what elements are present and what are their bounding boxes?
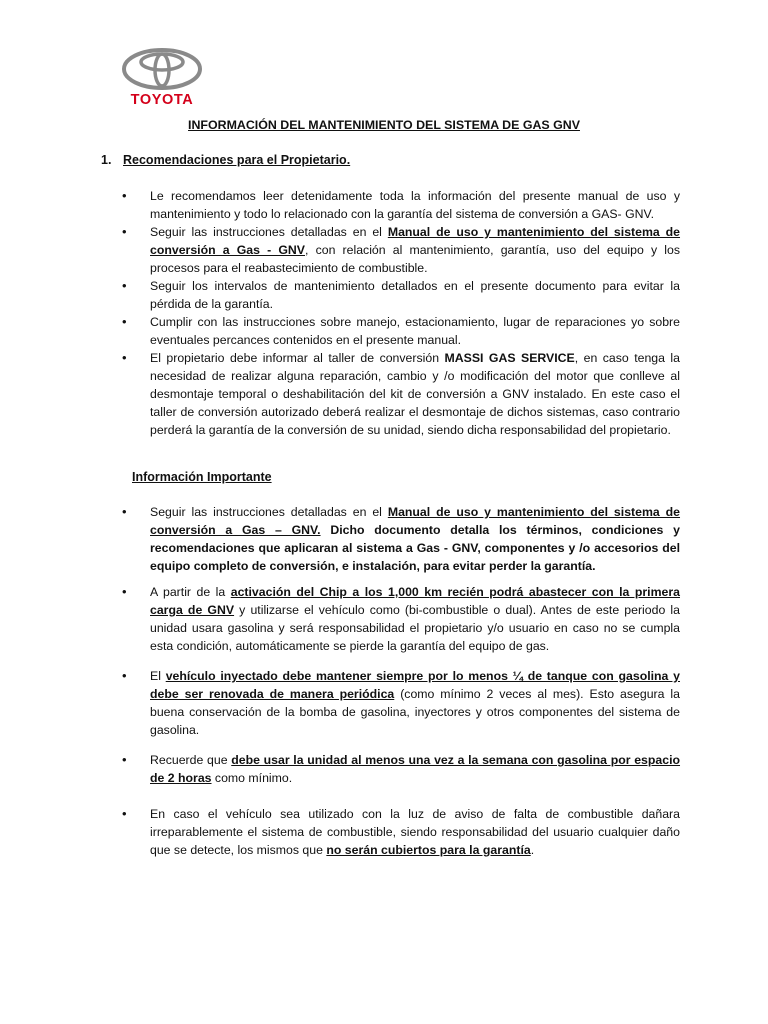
- bullet-item: [150, 277, 680, 313]
- text-run: Seguir las instrucciones detalladas en el: [150, 225, 388, 239]
- bullet-item: [150, 187, 680, 223]
- text-run: .: [530, 843, 535, 857]
- text-run: , en caso tenga la necesidad de realizar alguna reparación, cambio y /o modificación del motor que conlleve al desmontaje temporal o deshabilitación del kit de conversión a GNV instalado. En este caso el taller de conversión autorizado deberá realizar el desmontaje de dichos sistemas, caso contrario perderá la garantía de la conversión de su unidad, siendo dicha responsabilidad del propietario.: [150, 351, 680, 437]
- bullet-item: [150, 667, 680, 739]
- text-run: (como mínimo 2 veces al mes). Esto asegura la buena conservación de la bomba de gasolina, inyectores y otros componentes del sistema de gasolina.: [150, 687, 680, 737]
- bullet-item: [150, 223, 680, 277]
- bullet-item: [150, 313, 680, 349]
- underlined-emphasis: activación del Chip a los 1,000 km recién podrá abastecer con la primera carga de GNV: [150, 585, 680, 617]
- text-run: Recuerde que: [150, 753, 232, 767]
- text-run: Seguir las instrucciones detalladas en el: [150, 505, 388, 519]
- brand-wordmark: TOYOTA: [130, 92, 194, 108]
- section-heading: [101, 153, 350, 167]
- underlined-emphasis: Manual de uso y mantenimiento del sistema de conversión a Gas – GNV.: [150, 505, 681, 537]
- text-run: y utilizarse el vehículo como (bi-combustible o dual). Antes de este periodo la unidad usara gasolina y será responsabilidad el propietario y/o usuario en caso no se cumpla esta condición, automáticamente se pierde la garantía del equipo de gas.: [150, 603, 680, 653]
- text-run: Le recomendamos leer detenidamente toda la información del presente manual de uso y mantenimiento y todo lo relacionado con la garantía del sistema de conversión a GAS- GNV.: [150, 189, 680, 221]
- text-run: Seguir los intervalos de mantenimiento detallados en el presente documento para evitar la pérdida de la garantía.: [150, 279, 680, 311]
- underlined-emphasis: debe usar la unidad al menos una vez a la semana con gasolina por espacio de 2 horas: [150, 753, 681, 785]
- text-run: A partir de la: [150, 585, 231, 599]
- text-run: como mínimo.: [211, 771, 293, 785]
- document-title: INFORMACIÓN DEL MANTENIMIENTO DEL SISTEMA DE GAS GNV: [188, 118, 580, 132]
- section-number: 1.: [101, 153, 112, 167]
- toyota-logo-icon: [121, 48, 203, 90]
- underlined-emphasis: Manual de uso y mantenimiento del sistema de conversión a Gas - GNV: [150, 225, 681, 257]
- text-run: El propietario debe informar al taller de conversión: [150, 351, 445, 365]
- bullet-item: [150, 349, 680, 439]
- underlined-emphasis: vehículo inyectado debe mantener siempre por lo menos ¼ de tanque con gasolina y debe ser renovada de manera periódica: [150, 669, 680, 701]
- text-run: El: [150, 669, 166, 683]
- text-run: , con relación al mantenimiento, garantía, uso del equipo y los procesos para el reabastecimiento de combustible.: [150, 243, 680, 275]
- section-heading-text: Recomendaciones para el Propietario.: [123, 153, 351, 167]
- bold-text: Dicho documento detalla los términos, condiciones y recomendaciones que aplicaran al sistema a Gas - GNV, componentes y /o accesorios del equipo completo de conversión, e instalación, para evitar perder la garantía.: [150, 523, 681, 573]
- important-info-heading: Información Importante: [132, 470, 272, 484]
- bullet-item: [150, 503, 680, 575]
- bullet-item: [150, 751, 680, 787]
- bullet-item: [150, 583, 680, 655]
- bold-text: MASSI GAS SERVICE: [444, 351, 575, 365]
- underlined-emphasis: no serán cubiertos para la garantía: [326, 843, 531, 857]
- text-run: Cumplir con las instrucciones sobre manejo, estacionamiento, lugar de reparaciones yo sobre eventuales percances contenidos en el presente manual.: [150, 315, 680, 347]
- text-run: En caso el vehículo sea utilizado con la luz de aviso de falta de combustible dañara irreparablemente el sistema de combustible, siendo responsabilidad del usuario cualquier daño que se detecte, los mismos que: [150, 807, 680, 857]
- brand-logo: [121, 48, 203, 108]
- bullet-item: [150, 805, 680, 859]
